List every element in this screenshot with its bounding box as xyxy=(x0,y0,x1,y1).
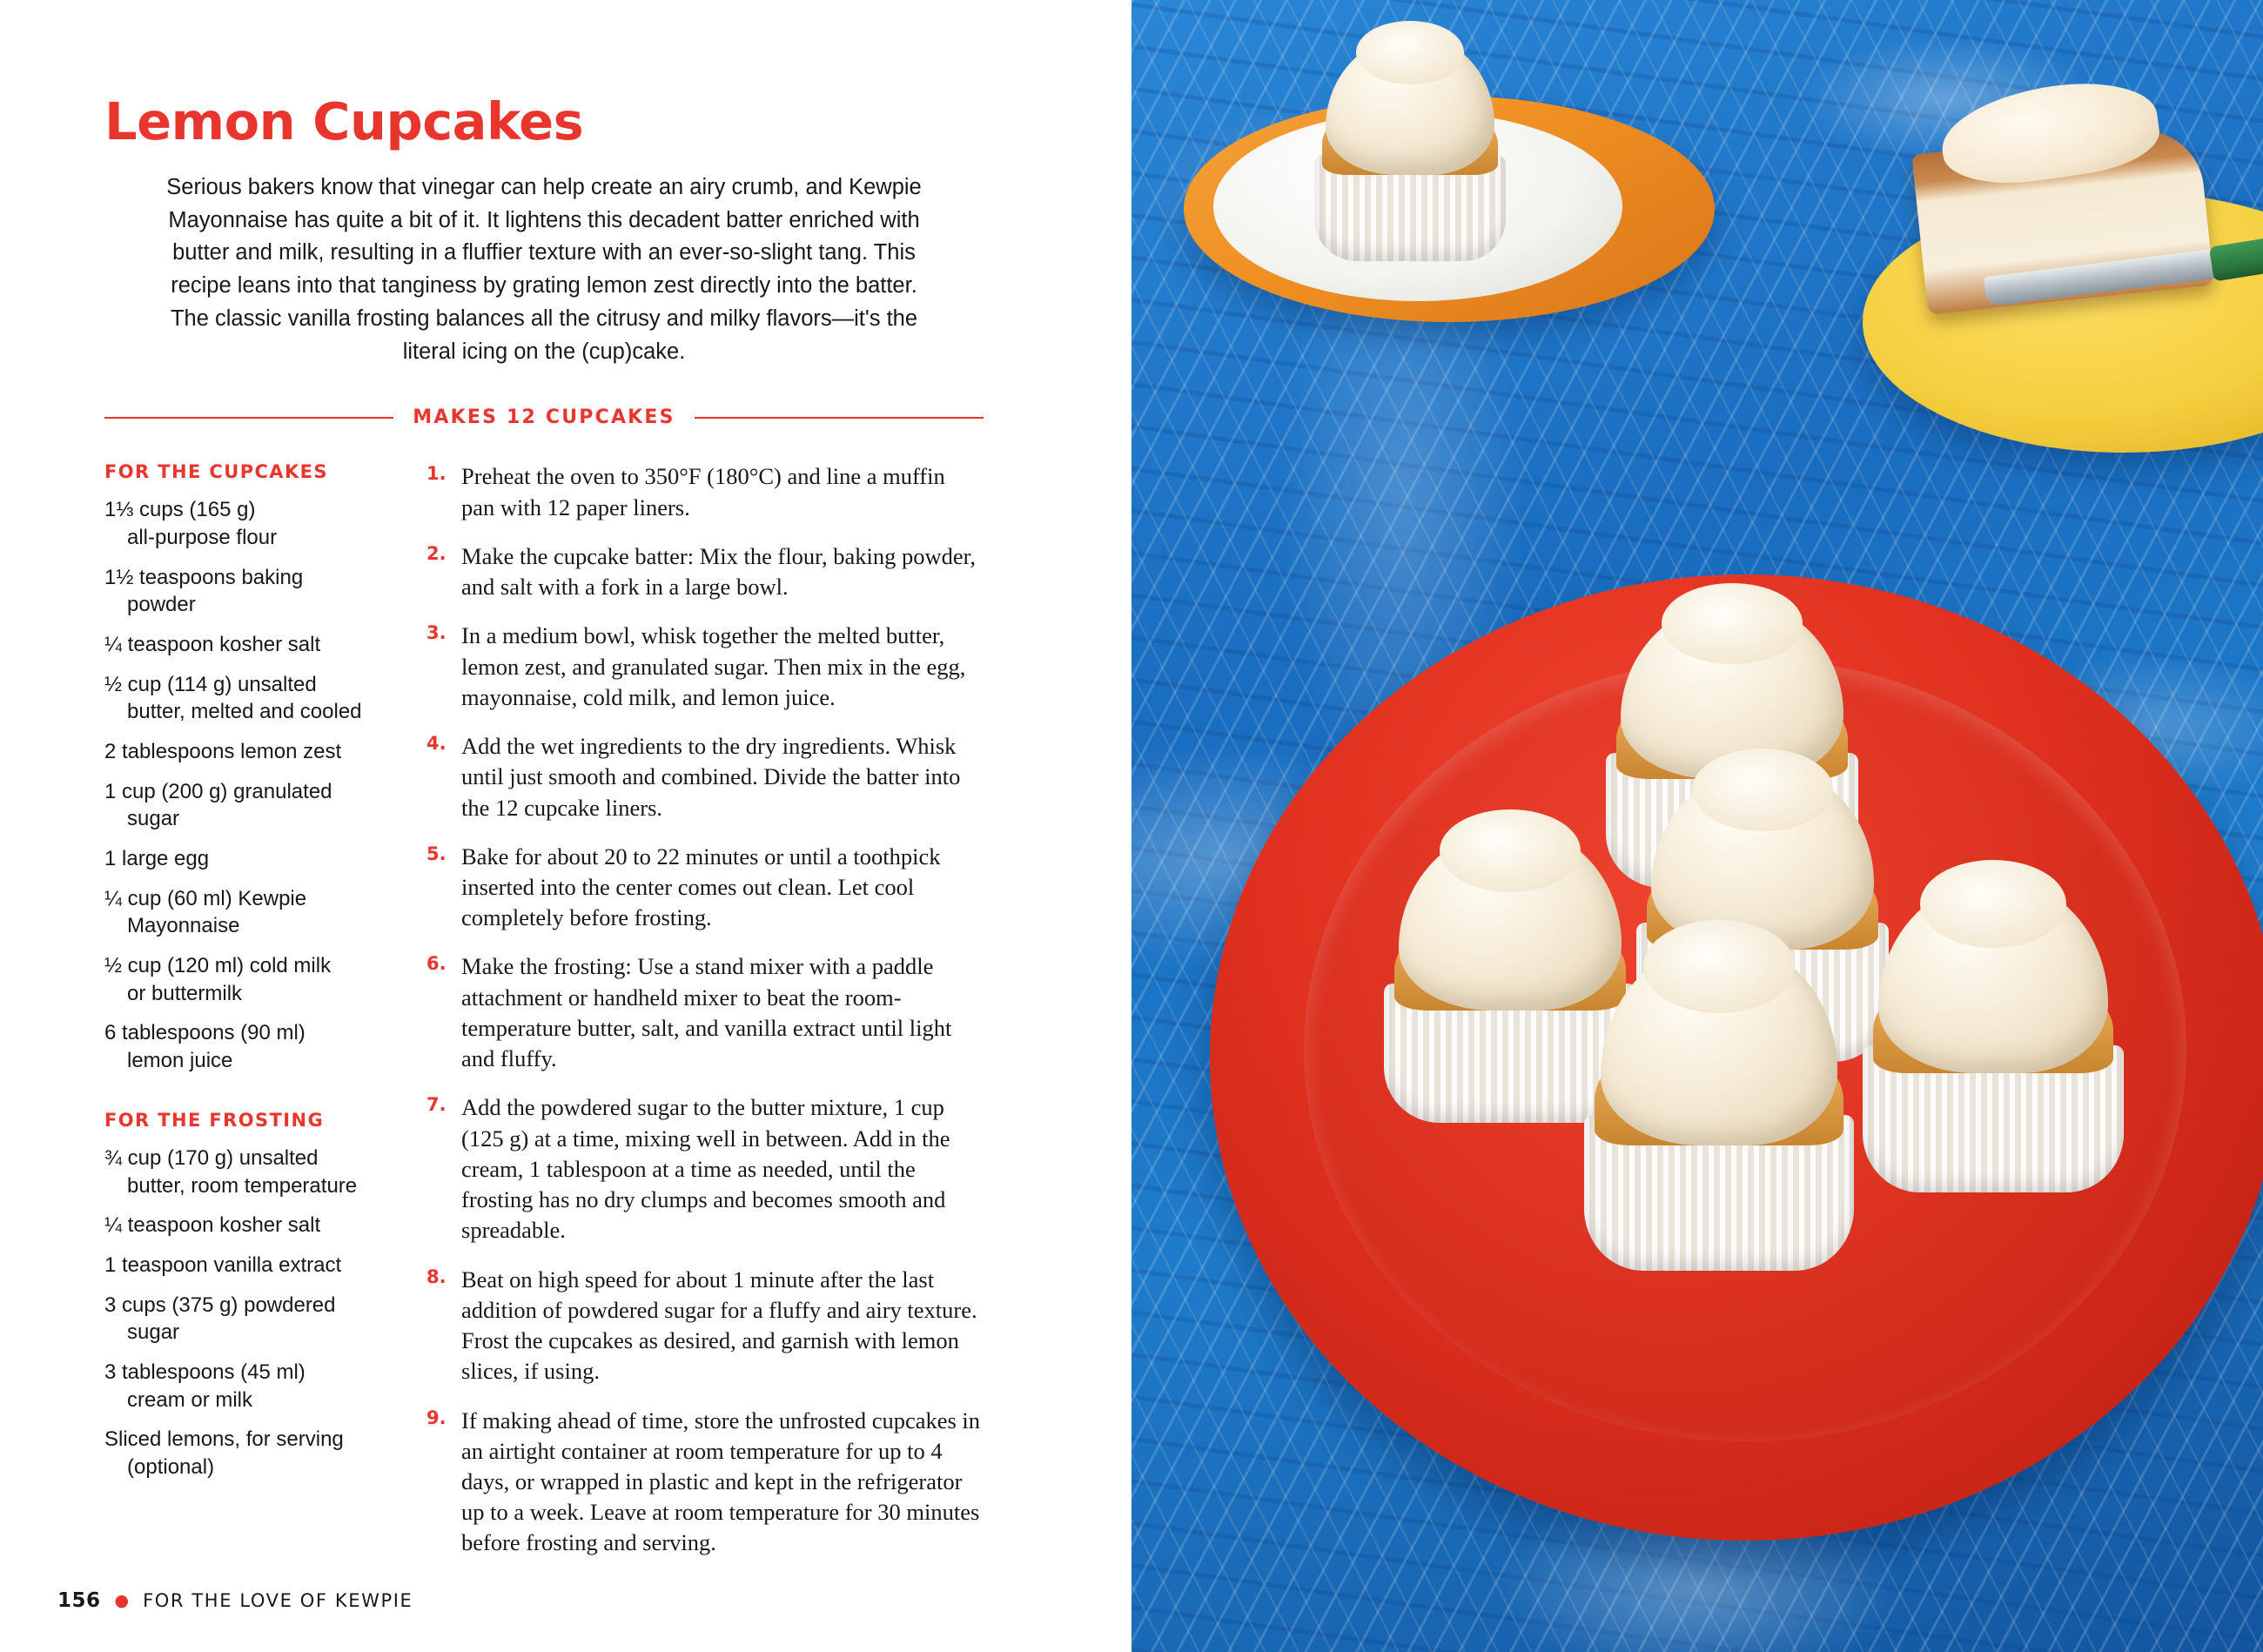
recipe-columns xyxy=(104,461,984,1576)
cupcake-front-center xyxy=(1584,940,1854,1271)
ingredient-text-cont: butter, melted and cooled xyxy=(127,700,362,724)
page-title: Lemon Cupcakes xyxy=(104,91,584,151)
yield-banner xyxy=(104,406,984,428)
ingredient-text: 6 tablespoons (90 ml) xyxy=(104,1021,306,1045)
ingredient-text: ¼ cup (60 ml) Kewpie xyxy=(104,886,307,910)
recipe-headnote: Serious bakers know that vinegar can help create an airy crumb, and Kewpie Mayonnaise has quite a bit of it. It lightens this decadent batter enriched with butter and milk, resulting in a fluffier texture with an ever-so-slight tang. This recipe leans into that tanginess by grating lemon zest directly into the batter. The classic vanilla frosting balances all the citrusy and milky flavors—it's the literal icing on the (cup)cake. xyxy=(166,175,922,364)
recipe-content xyxy=(104,91,984,1577)
ingredient-item xyxy=(104,1359,383,1414)
cupcake-frosting-swirl xyxy=(1920,860,2066,948)
instruction-step xyxy=(426,541,984,602)
ingredient-text: ¼ teaspoon kosher salt xyxy=(104,1213,321,1238)
ingredient-text-cont: lemon juice xyxy=(127,1049,233,1073)
ingredient-text: 1 large egg xyxy=(104,847,210,871)
ingredient-item xyxy=(104,952,383,1007)
page-number: 156 xyxy=(57,1589,101,1612)
step-number: 6. xyxy=(426,953,447,975)
cupcake-frosting-swirl xyxy=(1643,920,1795,1012)
ingredient-text-cont: Mayonnaise xyxy=(127,914,240,938)
instruction-step xyxy=(426,951,984,1074)
ingredient-item xyxy=(104,631,383,659)
instruction-step xyxy=(426,1406,984,1559)
cupcake-frosting-swirl xyxy=(1692,749,1833,831)
ingredient-text: ½ cup (120 ml) cold milk xyxy=(104,954,332,978)
ingredient-text: 3 tablespoons (45 ml) xyxy=(104,1360,306,1384)
ingredient-text-cont: all-purpose flour xyxy=(127,526,278,550)
step-text: Add the wet ingredients to the dry ingredients. Whisk until just smooth and combined. Divide the batter into the 12 cupcake liners. xyxy=(461,733,961,821)
ingredient-item xyxy=(104,1019,383,1074)
ingredient-item xyxy=(104,671,383,726)
recipe-photo xyxy=(1132,0,2263,1652)
yield-label: MAKES 12 CUPCAKES xyxy=(413,406,675,429)
step-number: 9. xyxy=(426,1407,447,1428)
ingredient-item xyxy=(104,1145,383,1199)
step-number: 5. xyxy=(426,843,447,864)
ingredient-item xyxy=(104,1292,383,1346)
ingredient-text-cont: powder xyxy=(127,593,196,617)
cupcake-on-white-plate xyxy=(1314,35,1506,261)
ingredient-text-cont: or buttermilk xyxy=(127,981,243,1005)
ingredient-text-cont: cream or milk xyxy=(127,1387,253,1412)
ingredient-text-cont: sugar xyxy=(127,807,180,831)
step-text: Make the frosting: Use a stand mixer with a paddle attachment or handheld mixer to beat the room-temperature butter, salt, and vanilla extract until light and fluffy. xyxy=(461,953,952,1072)
instruction-list xyxy=(426,461,984,1558)
instructions-column xyxy=(409,461,984,1576)
ingredients-heading-cupcakes: FOR THE CUPCAKES xyxy=(104,461,328,483)
bullet-icon: ● xyxy=(114,1590,130,1610)
instruction-step xyxy=(426,842,984,934)
ingredient-item xyxy=(104,496,383,551)
ingredient-text: 2 tablespoons lemon zest xyxy=(104,740,342,764)
step-number: 7. xyxy=(426,1094,447,1116)
step-number: 3. xyxy=(426,622,447,644)
yield-rule-left xyxy=(104,417,393,419)
ingredient-item xyxy=(104,564,383,619)
instruction-step xyxy=(426,461,984,522)
ingredient-item xyxy=(104,885,383,940)
yield-rule-right xyxy=(695,417,984,419)
instruction-step xyxy=(426,621,984,713)
instruction-step xyxy=(426,1265,984,1387)
ingredient-item xyxy=(104,738,383,766)
step-text: Add the powdered sugar to the butter mixture, 1 cup (125 g) at a time, mixing well in between. Add in the cream, 1 tablespoon at a time as needed, until the frosting has no dry clumps and becomes smooth and spreadable. xyxy=(461,1094,950,1244)
step-text: Bake for about 20 to 22 minutes or until a toothpick inserted into the center comes out clean. Let cool completely before frosting. xyxy=(461,843,941,931)
ingredient-text: ½ cup (114 g) unsalted xyxy=(104,672,317,696)
ingredients-column xyxy=(104,461,409,1576)
cupcake-frosting-swirl xyxy=(1440,809,1581,892)
step-text: In a medium bowl, whisk together the melted butter, lemon zest, and granulated sugar. Then mix in the egg, mayonnaise, cold milk, and lemon juice. xyxy=(461,622,966,710)
ingredient-text: 1 teaspoon vanilla extract xyxy=(104,1252,342,1277)
page-footer xyxy=(57,1589,413,1612)
ingredient-item xyxy=(104,778,383,833)
ingredient-text: 1⅓ cups (165 g) xyxy=(104,498,256,522)
ingredient-item xyxy=(104,1212,383,1239)
step-number: 8. xyxy=(426,1266,447,1287)
ingredient-item xyxy=(104,1252,383,1279)
instruction-step xyxy=(426,731,984,823)
instruction-step xyxy=(426,1092,984,1246)
step-text: Beat on high speed for about 1 minute after the last addition of powdered sugar for a fluffy and airy texture. Frost the cupcakes as desired, and garnish with lemon slices, if using. xyxy=(461,1266,977,1385)
ingredient-text: Sliced lemons, for serving xyxy=(104,1427,344,1452)
running-head: FOR THE LOVE OF KEWPIE xyxy=(143,1590,413,1611)
ingredients-heading-frosting: FOR THE FROSTING xyxy=(104,1109,325,1131)
ingredient-text: ¼ teaspoon kosher salt xyxy=(104,633,321,657)
step-text: If making ahead of time, store the unfrosted cupcakes in an airtight container at room temperature for up to 4 days, or wrapped in plastic and kept in the refrigerator up to a week. Leave at room temperature for 30 minutes before frosting and serving. xyxy=(461,1407,981,1556)
ingredient-text-cont: butter, room temperature xyxy=(127,1173,358,1198)
ingredient-text: ¾ cup (170 g) unsalted xyxy=(104,1145,319,1170)
cupcake-right xyxy=(1863,879,2124,1192)
ingredient-item xyxy=(104,1426,383,1481)
step-number: 4. xyxy=(426,733,447,755)
ingredient-text-cont: sugar xyxy=(127,1320,180,1345)
ingredient-text: 1 cup (200 g) granulated xyxy=(104,779,332,803)
cupcake-frosting-swirl xyxy=(1662,583,1803,663)
step-text: Preheat the oven to 350°F (180°C) and line a muffin pan with 12 paper liners. xyxy=(461,463,945,520)
cupcake-frosting-swirl xyxy=(1356,21,1463,84)
step-number: 2. xyxy=(426,542,447,564)
ingredient-text-cont: (optional) xyxy=(127,1454,215,1479)
ingredient-item xyxy=(104,845,383,873)
step-number: 1. xyxy=(426,463,447,485)
ingredient-text: 3 cups (375 g) powdered xyxy=(104,1293,336,1317)
ingredient-text: 1½ teaspoons baking xyxy=(104,565,304,589)
step-text: Make the cupcake batter: Mix the flour, baking powder, and salt with a fork in a large bowl. xyxy=(461,542,976,601)
